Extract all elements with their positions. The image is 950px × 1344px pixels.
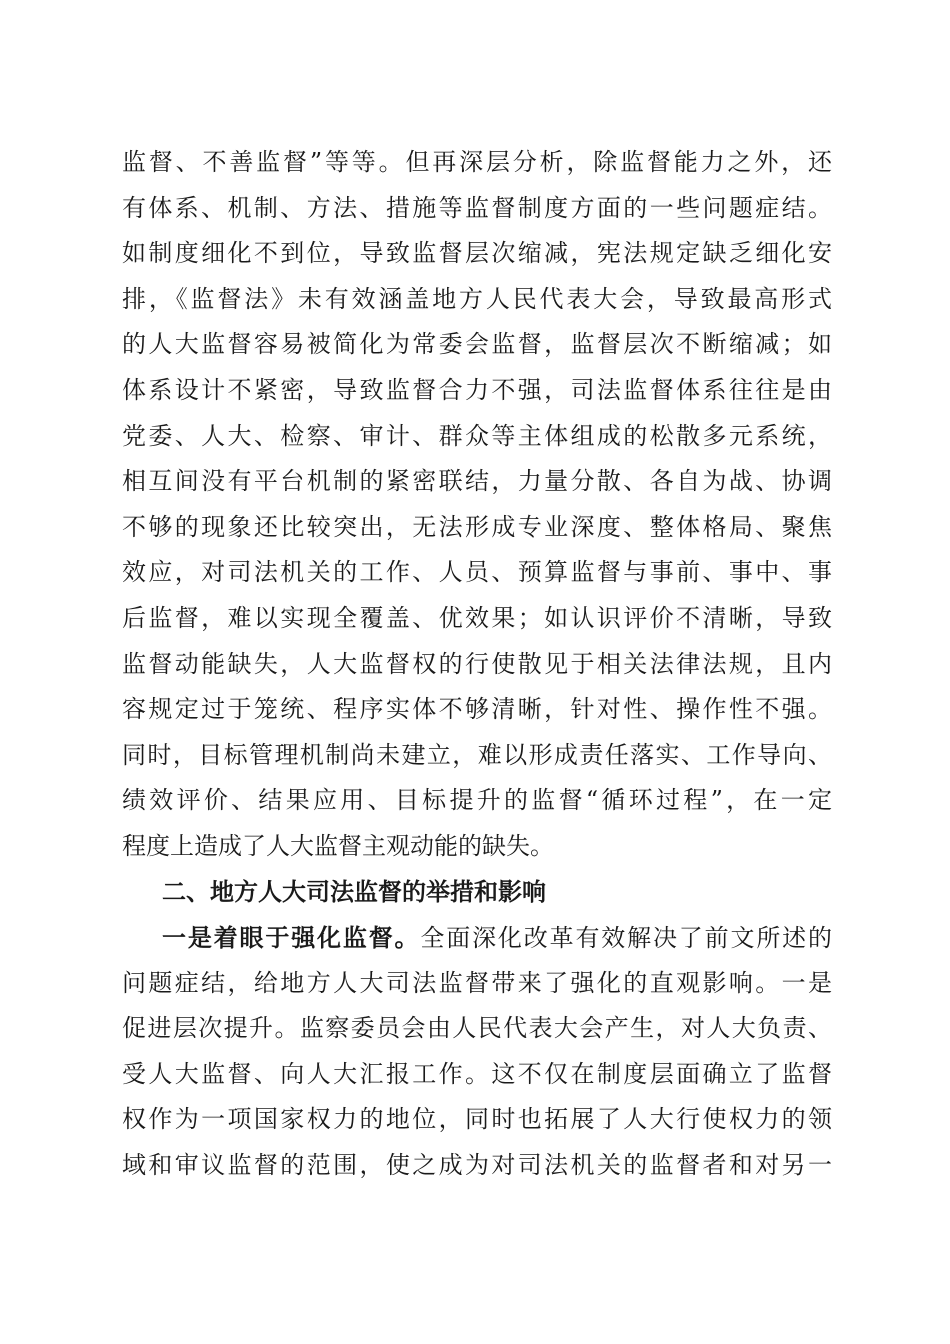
text-line: 绩效评价、结果应用、目标提升的监督“循环过程”，在一定 <box>122 786 832 815</box>
text-line: 后监督，难以实现全覆盖、优效果；如认识评价不清晰，导致 <box>122 603 832 632</box>
body-text <box>122 140 832 1189</box>
text-line: 排，《监督法》未有效涵盖地方人民代表大会，导致最高形式 <box>122 284 832 313</box>
paragraph-lead: 一是着眼于强化监督。 <box>162 923 421 953</box>
text-line: 程度上造成了人大监督主观动能的缺失。 <box>122 831 554 860</box>
text-line: 有体系、机制、方法、措施等监督制度方面的一些问题症结。 <box>122 193 832 222</box>
text-line: 相互间没有平台机制的紧密联结，力量分散、各自为战、协调 <box>122 467 832 496</box>
text-line: 党委、人大、检察、审计、群众等主体组成的松散多元系统， <box>122 421 832 450</box>
text-line: 问题症结，给地方人大司法监督带来了强化的直观影响。一是 <box>122 968 832 997</box>
text-line: 监督动能缺失，人大监督权的行使散见于相关法律法规，且内 <box>122 649 832 678</box>
text-line: 受人大监督、向人大汇报工作。这不仅在制度层面确立了监督 <box>122 1059 832 1088</box>
text-line: 效应，对司法机关的工作、人员、预算监督与事前、事中、事 <box>122 558 832 587</box>
text-line: 容规定过于笼统、程序实体不够清晰，针对性、操作性不强。 <box>122 695 832 724</box>
text-line: 权作为一项国家权力的地位，同时也拓展了人大行使权力的领 <box>122 1105 832 1134</box>
text-line: 体系设计不紧密，导致监督合力不强，司法监督体系往往是由 <box>122 375 832 404</box>
text-line: 监督、不善监督”等等。但再深层分析，除监督能力之外，还 <box>122 148 832 176</box>
text-line: 如制度细化不到位，导致监督层次缩减，宪法规定缺乏细化安 <box>122 239 832 268</box>
text-line: 同时，目标管理机制尚未建立，难以形成责任落实、工作导向、 <box>122 740 832 769</box>
text-line: 促进层次提升。监察委员会由人民代表大会产生，对人大负责、 <box>122 1014 832 1043</box>
text-line: 的人大监督容易被简化为常委会监督，监督层次不断缩减；如 <box>122 330 832 359</box>
text-line: 域和审议监督的范围，使之成为对司法机关的监督者和对另一 <box>122 1151 832 1180</box>
paragraph-first-line-text: 全面深化改革有效解决了前文所述的 <box>420 924 833 953</box>
text-line: 不够的现象还比较突出，无法形成专业深度、整体格局、聚焦 <box>122 512 832 541</box>
paragraph-first-line <box>122 915 832 961</box>
section-heading: 二、地方人大司法监督的举措和影响 <box>162 877 546 906</box>
